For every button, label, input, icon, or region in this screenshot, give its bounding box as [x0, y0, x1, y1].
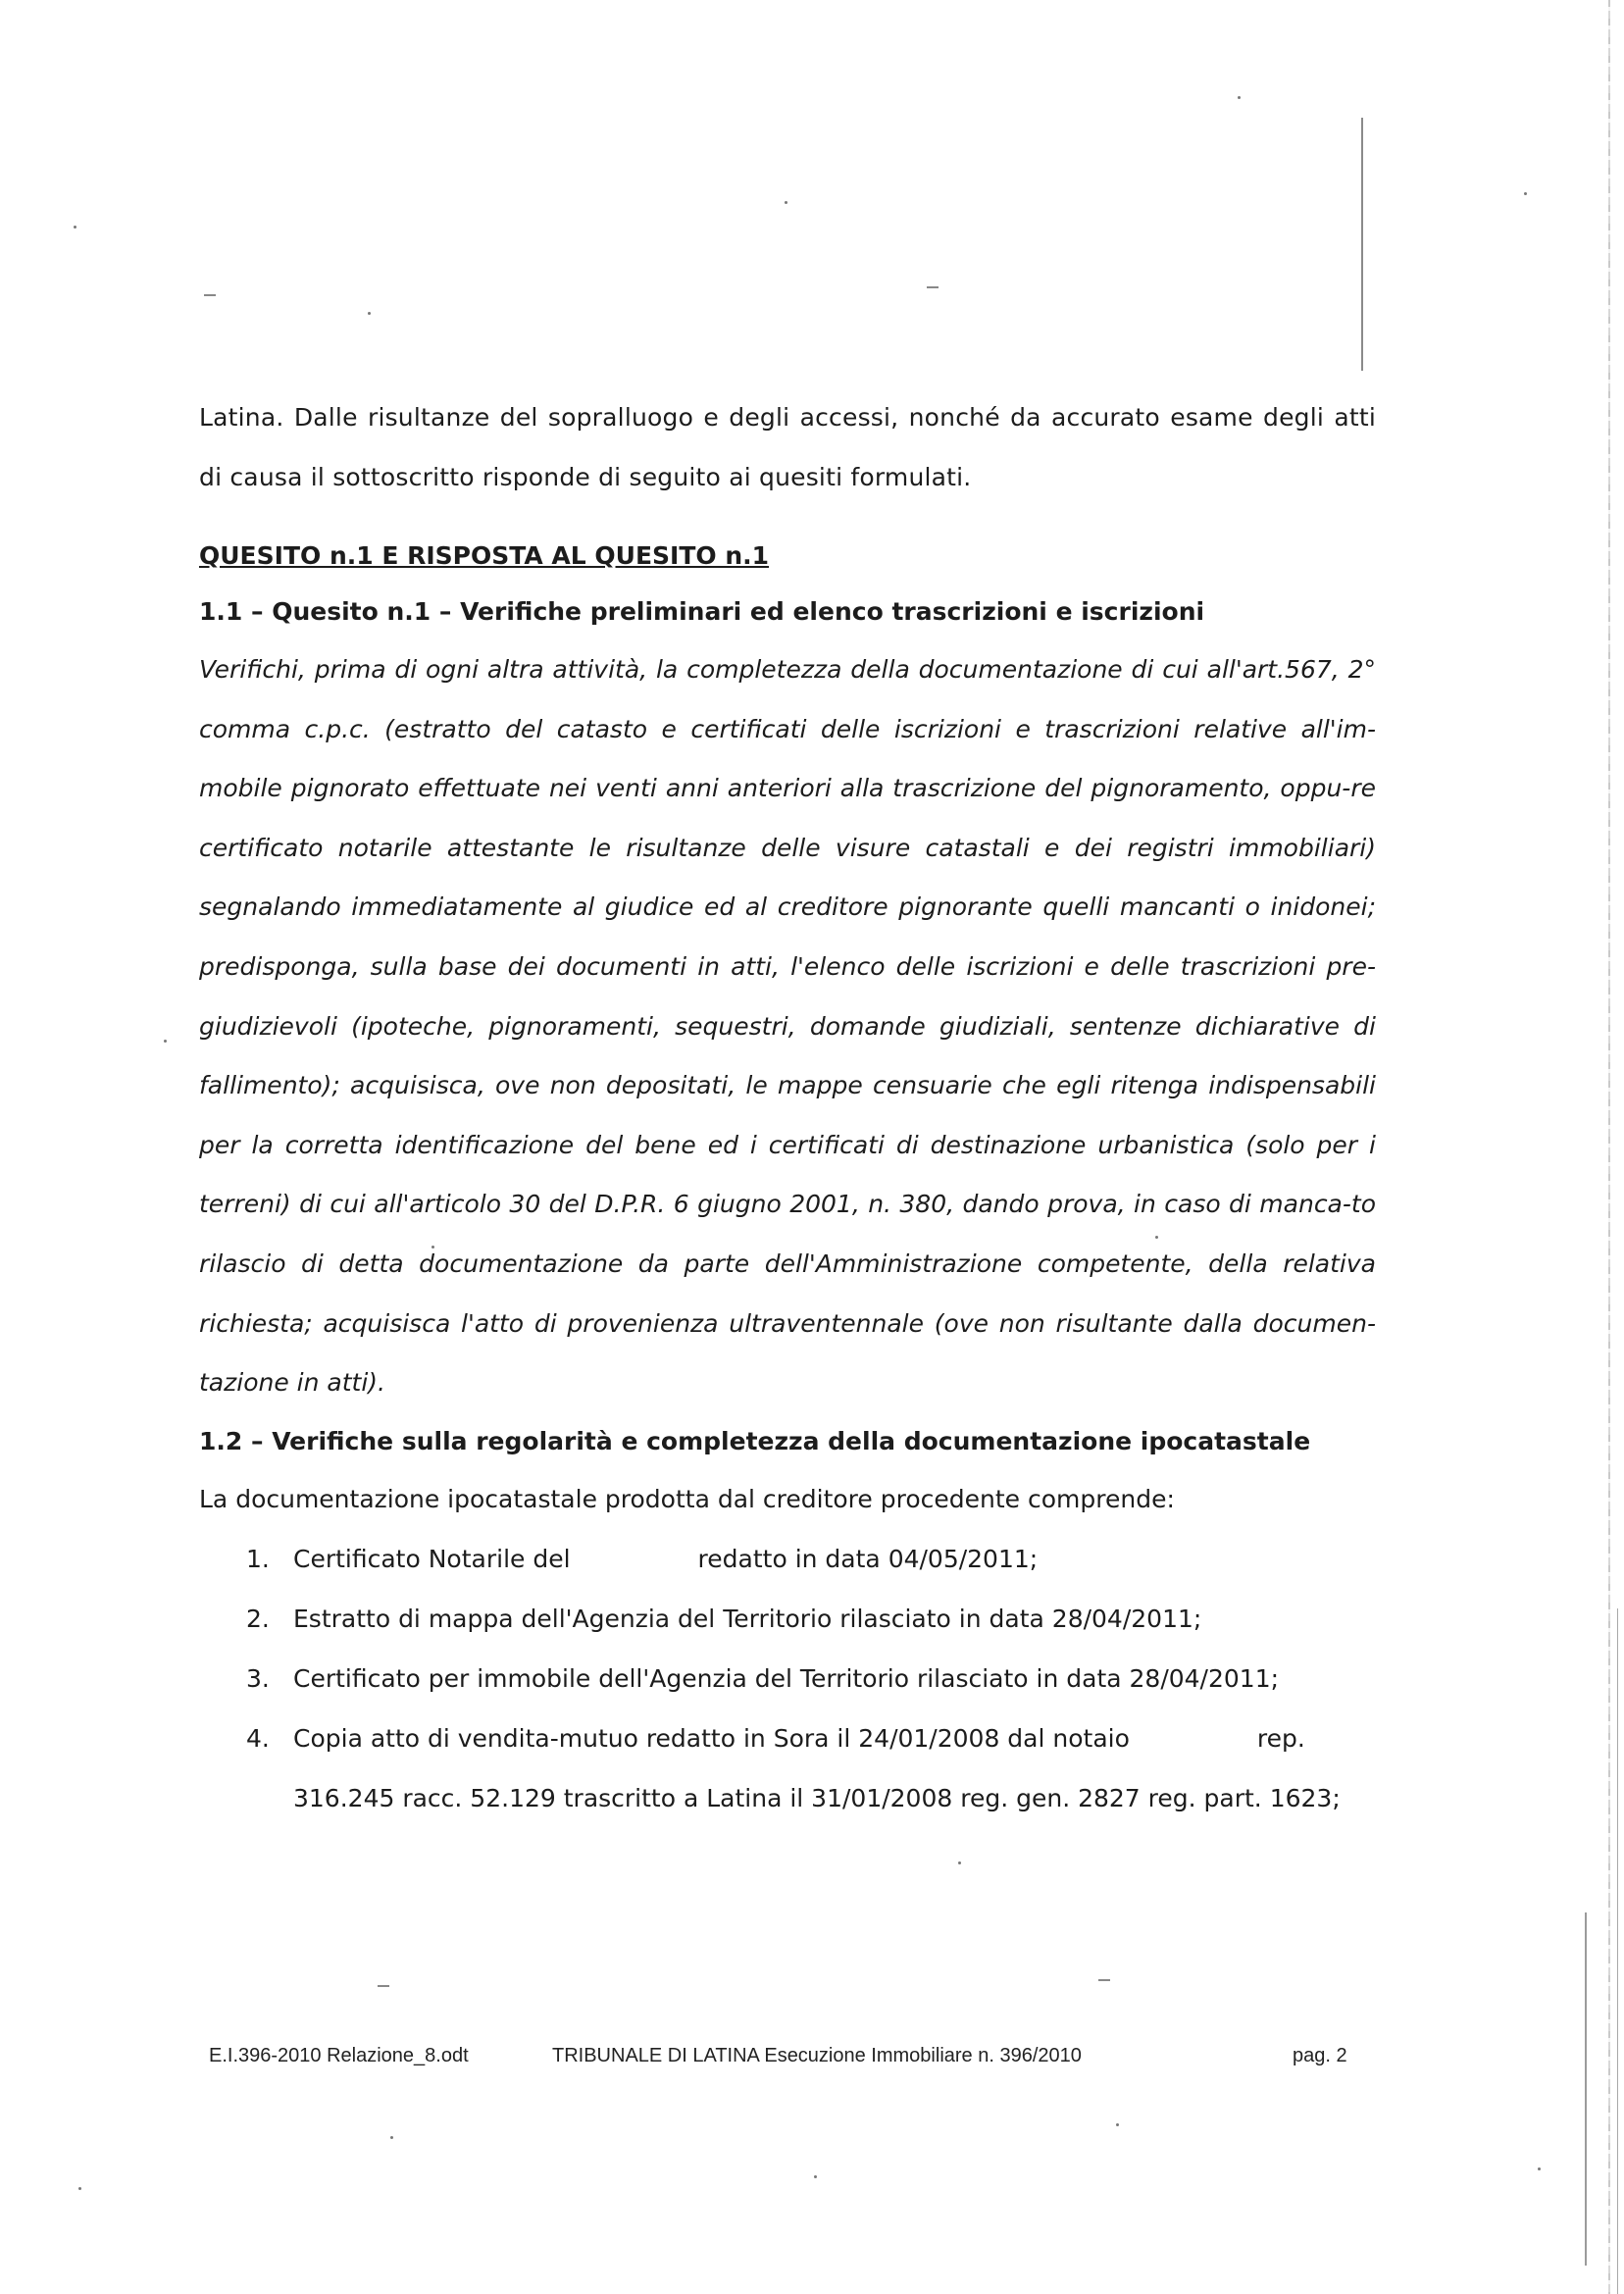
- list-item-text: Estratto di mappa dell'Agenzia del Territorio rilasciato in data 28/04/2011;: [293, 1604, 1202, 1633]
- list-item-text: redatto in data 04/05/2011;: [697, 1544, 1039, 1573]
- list-item-number: 1.: [246, 1544, 270, 1573]
- list-item-text: rep. 316.245 racc. 52.129 trascritto a Latina il 31/01/2008 reg. gen. 2827 reg. part. 1623;: [293, 1723, 1341, 1812]
- documentation-list: [199, 1529, 1376, 1828]
- scan-speck: [814, 2175, 817, 2178]
- scan-speck: [78, 2187, 81, 2190]
- scan-speck: [368, 312, 371, 315]
- scan-speck: [958, 1861, 961, 1864]
- footer-page-number: pag. 2: [1293, 2045, 1347, 2066]
- footer-court-reference: TRIBUNALE DI LATINA Esecuzione Immobiliare n. 396/2010: [552, 2045, 1082, 2066]
- scan-speck: [1538, 2167, 1541, 2170]
- scan-speck: [1116, 2123, 1119, 2126]
- list-item-text: Certificato Notarile del: [293, 1544, 571, 1573]
- scan-dash: [927, 286, 939, 288]
- scan-edge-artifact: [1608, 0, 1610, 2294]
- list-item: [199, 1708, 1376, 1828]
- scan-dash: [1098, 1979, 1110, 1981]
- scan-speck: [1238, 96, 1241, 99]
- scan-margin-line: [1361, 118, 1363, 371]
- section-title: QUESITO n.1 E RISPOSTA AL QUESITO n.1: [199, 541, 770, 570]
- scan-margin-line-bottom: [1585, 1912, 1587, 2266]
- list-item-text: Certificato per immobile dell'Agenzia del Territorio rilasciato in data 28/04/2011;: [293, 1663, 1280, 1693]
- intro-paragraph: Latina. Dalle risultanze del sopralluogo e degli accessi, nonché da accurato esame degli atti di causa il sottoscritto risponde di seguito ai quesiti formulati.: [199, 403, 1376, 491]
- list-item: [199, 1529, 1376, 1589]
- list-item: [199, 1589, 1376, 1649]
- subsection-1-heading: 1.1 – Quesito n.1 – Verifiche preliminari ed elenco trascrizioni e iscrizioni: [199, 597, 1205, 626]
- list-item-text: Copia atto di vendita-mutuo redatto in Sora il 24/01/2008 dal notaio: [293, 1723, 1130, 1753]
- list-item-number: 2.: [246, 1604, 270, 1633]
- main-content: [199, 387, 1376, 1828]
- scan-speck: [74, 226, 76, 229]
- scan-speck: [390, 2136, 393, 2139]
- subsection-2-heading: 1.2 – Verifiche sulla regolarità e completezza della documentazione ipocatastale: [199, 1426, 1311, 1455]
- footer-filename: E.I.396-2010 Relazione_8.odt: [209, 2045, 469, 2066]
- quesito-text: Verifichi, prima di ogni altra attività, la completezza della documentazione di cui all'art.567, 2° comma c.p.c. (estratto del catasto e certificati delle iscrizioni e trascrizioni relative all'im-mobile pignorato effettuate nei venti anni anteriori alla trascrizione del pignoramento, oppu-re certificato notarile attestante le risultanze delle visure catastali e dei registri immobiliari) segnalando immediatamente al giudice ed al creditore pignorante quelli mancanti o inidonei; predisponga, sulla base dei documenti in atti, l'elenco delle iscrizioni e delle trascrizioni pre-giudizievoli (ipoteche, pignoramenti, sequestri, domande giudiziali, sentenze dichiarative di fallimento); acquisisca, ove non depositati, le mappe censuarie che egli ritenga indispensabili per la corretta identificazione del bene ed i certificati di destinazione urbanistica (solo per i terreni) di cui all'articolo 30 del D.P.R. 6 giugno 2001, n. 380, dando prova, in caso di manca-to rilascio di detta documentazione da parte dell'Amministrazione competente, della relativa richiesta; acquisisca l'atto di provenienza ultraventennale (ove non risultante dalla documen-tazione in atti).: [199, 655, 1376, 1398]
- list-item: [199, 1649, 1376, 1708]
- scan-speck: [1524, 192, 1527, 195]
- list-item-number: 3.: [246, 1663, 270, 1693]
- documentation-intro: La documentazione ipocatastale prodotta dal creditore procedente comprende:: [199, 1484, 1175, 1513]
- scan-speck: [785, 201, 787, 204]
- scan-dash: [378, 1985, 389, 1987]
- scan-dash: [204, 294, 216, 296]
- list-item-number: 4.: [246, 1723, 270, 1753]
- scan-speck: [164, 1040, 167, 1043]
- scan-edge-artifact-2: [1617, 1608, 1618, 2294]
